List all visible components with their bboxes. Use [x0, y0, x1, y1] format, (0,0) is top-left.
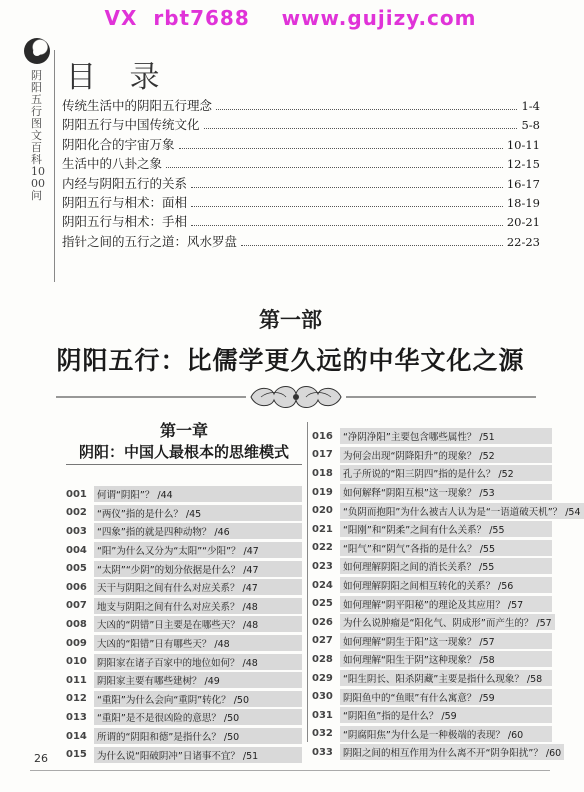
question-text: 如何理解“阳生于阴”这种现象？ /58	[340, 651, 552, 667]
question-item[interactable]	[312, 650, 552, 669]
toc-entry[interactable]	[62, 135, 540, 154]
question-number: 028	[312, 653, 333, 665]
question-number: 026	[312, 616, 333, 628]
question-item[interactable]	[66, 708, 302, 727]
question-item[interactable]	[312, 669, 552, 688]
question-number: 030	[312, 691, 333, 703]
question-list-right	[312, 427, 581, 762]
question-item[interactable]	[66, 671, 302, 690]
cloud-ornament-icon	[56, 382, 536, 412]
question-number: 016	[312, 430, 333, 442]
toc-entry-pages: 10-11	[506, 137, 540, 152]
toc-entry[interactable]	[62, 96, 540, 115]
toc-entry-pages: 12-15	[506, 157, 540, 172]
question-item[interactable]	[312, 687, 552, 706]
question-number: 027	[312, 635, 333, 647]
question-text: 如何理解阴阳之间的消长关系？ /55	[340, 558, 552, 574]
question-text: “阳刚”和“阴柔”之间有什么关系？ /55	[340, 521, 552, 537]
question-number: 013	[66, 711, 87, 723]
question-item[interactable]	[312, 464, 552, 483]
question-text: 大凶的“阳错”日有哪些天？ /48	[94, 635, 302, 651]
question-item[interactable]	[66, 597, 302, 616]
question-text: 天干与阴阳之间有什么对应关系？ /47	[94, 579, 302, 595]
question-item[interactable]	[312, 446, 552, 465]
question-number: 015	[66, 749, 87, 761]
chapter-title: 阴阳：中国人最根本的思维模式	[78, 443, 289, 461]
chapter-rule	[66, 464, 302, 465]
question-item[interactable]	[66, 745, 302, 764]
question-text: “阳生阴长、阳杀阴藏”主要是指什么现象？ /58	[340, 670, 552, 686]
question-number: 008	[66, 618, 87, 630]
question-text: “负阴而抱阳”为什么被古人认为是“一语道破天机”？ /54	[340, 503, 584, 519]
question-text: 何谓“阴阳”？ /44	[94, 486, 302, 502]
question-text: 阴阳之间的相互作用为什么离不开“阴争阳扰”？ /60	[340, 744, 564, 760]
question-number: 020	[312, 505, 333, 517]
question-item[interactable]	[312, 539, 552, 558]
toc-entry-title: 指针之间的五行之道：风水罗盘	[62, 233, 238, 249]
question-number: 029	[312, 672, 333, 684]
question-number: 005	[66, 563, 87, 575]
question-item[interactable]	[312, 706, 552, 725]
question-item[interactable]	[312, 613, 552, 632]
toc-entry-title: 阴阳五行与中国传统文化	[62, 117, 200, 133]
question-item[interactable]	[312, 725, 552, 744]
toc-title: 目 录	[66, 60, 172, 95]
toc-entry[interactable]	[62, 212, 540, 231]
question-number: 010	[66, 656, 87, 668]
question-text: “重阳”是不是很凶险的意思？ /50	[94, 709, 302, 725]
question-item[interactable]	[66, 652, 302, 671]
question-text: “四象”指的就是四种动物？ /46	[94, 523, 302, 539]
toc-leader	[191, 178, 503, 188]
question-number: 012	[66, 693, 87, 705]
question-number: 014	[66, 730, 87, 742]
bottom-rule	[30, 770, 550, 771]
side-book-title: 阴阳五行图文百科1000问	[31, 69, 45, 202]
question-number: 033	[312, 746, 333, 758]
question-item[interactable]	[312, 576, 552, 595]
question-number: 018	[312, 467, 333, 479]
toc-entry[interactable]	[62, 174, 540, 193]
question-text: 孔子所说的“阳三阴四”指的是什么？ /52	[340, 465, 552, 481]
question-item[interactable]	[66, 522, 302, 541]
question-number: 019	[312, 486, 333, 498]
side-divider	[54, 50, 55, 282]
question-item[interactable]	[66, 559, 302, 578]
toc-leader	[241, 236, 503, 246]
question-text: “太阴”“少阴”的划分依据是什么？ /47	[94, 561, 302, 577]
toc-entry-title: 传统生活中的阴阳五行理念	[62, 98, 213, 113]
question-number: 002	[66, 507, 87, 519]
toc-entry-title: 阴阳五行与相术：面相	[62, 194, 188, 210]
question-item[interactable]	[66, 634, 302, 653]
question-item[interactable]	[66, 578, 302, 597]
question-number: 001	[66, 488, 87, 500]
watermark-text: VX rbt7688 www.gujizy.com	[104, 6, 477, 30]
question-number: 022	[312, 542, 333, 554]
side-strip	[24, 38, 50, 202]
part-title: 阴阳五行：比儒学更久远的中华文化之源	[56, 346, 525, 375]
question-text: “阳”为什么又分为“太阳”“少阳”？ /47	[94, 542, 302, 558]
question-item[interactable]	[312, 427, 552, 446]
toc-entry-title: 生活中的八卦之象	[62, 156, 163, 172]
toc-entry-pages: 5-8	[521, 118, 540, 133]
question-text: 阴阳鱼中的“鱼眼”有什么寓意？ /59	[340, 689, 552, 705]
toc-leader	[216, 100, 517, 110]
question-list-left	[66, 485, 302, 764]
question-text: 如何理解“阴平阳秘”的理论及其应用？ /57	[340, 596, 552, 612]
question-item[interactable]	[312, 520, 552, 539]
toc-leader	[191, 216, 503, 226]
question-text: 阴阳家在诸子百家中的地位如何？ /48	[94, 654, 302, 670]
question-item[interactable]	[312, 501, 581, 520]
question-text: 地支与阴阳之间有什么对应关系？ /48	[94, 598, 302, 614]
question-text: 所谓的“阴阳和德”是指什么？ /50	[94, 728, 302, 744]
question-item[interactable]	[66, 727, 302, 746]
question-number: 009	[66, 637, 87, 649]
question-number: 032	[312, 728, 333, 740]
chapter-label: 第一章	[159, 421, 208, 440]
question-item[interactable]	[312, 743, 562, 762]
question-text: “两仪”指的是什么？ /45	[94, 505, 302, 521]
question-number: 021	[312, 523, 333, 535]
question-item[interactable]	[312, 483, 552, 502]
question-number: 003	[66, 525, 87, 537]
question-text: 大凶的“阴错”日主要是在哪些天？ /48	[94, 616, 302, 632]
question-text: “阴阳鱼”指的是什么？ /59	[340, 707, 552, 723]
question-item[interactable]	[66, 541, 302, 560]
toc-leader	[204, 119, 518, 129]
question-text: “阳气”和“阴气”各指的是什么？ /55	[340, 540, 552, 556]
question-number: 004	[66, 544, 87, 556]
question-text: 为什么说肿瘤是“阳化气、阴成形”而产生的？ /57	[340, 614, 555, 630]
toc-entry-title: 内经与阴阳五行的关系	[62, 175, 188, 191]
part-label: 第一部	[259, 307, 322, 332]
question-number: 025	[312, 598, 333, 610]
question-number: 011	[66, 674, 87, 686]
question-text: 如何理解阴阳之间相互转化的关系？ /56	[340, 577, 552, 593]
question-text: 如何解释“阴阳互根”这一现象？ /53	[340, 484, 552, 500]
question-number: 024	[312, 579, 333, 591]
question-item[interactable]	[66, 615, 302, 634]
question-item[interactable]	[66, 690, 302, 709]
toc-entry[interactable]	[62, 232, 540, 251]
toc-leader	[179, 139, 503, 149]
page-number: 26	[34, 752, 48, 765]
question-text: 为何会出现“阴降阳升”的现象？ /52	[340, 447, 552, 463]
question-text: “净阴净阳”主要包含哪些属性？ /51	[340, 428, 552, 444]
question-number: 017	[312, 449, 333, 461]
toc-entry-pages: 20-21	[506, 215, 540, 230]
question-number: 006	[66, 581, 87, 593]
question-text: 如何理解“阴生于阳”这一现象？ /57	[340, 633, 552, 649]
toc-entry-title: 阴阳化合的宇宙万象	[62, 136, 175, 152]
toc-entry-pages: 18-19	[506, 195, 540, 210]
question-item[interactable]	[66, 504, 302, 523]
question-number: 023	[312, 560, 333, 572]
question-number: 031	[312, 709, 333, 721]
question-item[interactable]	[312, 557, 552, 576]
question-text: “阴腐阳焦”为什么是一种极端的表现？ /60	[340, 726, 552, 742]
question-number: 007	[66, 600, 87, 612]
question-item[interactable]	[312, 594, 552, 613]
toc-entry-pages: 1-4	[521, 99, 540, 113]
toc-entry-pages: 16-17	[506, 176, 540, 191]
question-text: 为什么说“阳破阴冲”日诸事不宜？ /51	[94, 747, 302, 763]
toc-leader	[166, 158, 503, 168]
yin-yang-logo-icon	[24, 38, 50, 64]
toc-list	[62, 96, 540, 251]
toc-entry[interactable]	[62, 193, 540, 212]
toc-entry[interactable]	[62, 115, 540, 134]
question-text: 阴阳家主要有哪些建树？ /49	[94, 672, 302, 688]
question-item[interactable]	[312, 632, 552, 651]
toc-entry-title: 阴阳五行与相术：手相	[62, 214, 188, 230]
toc-leader	[191, 197, 503, 207]
question-item[interactable]	[66, 485, 302, 504]
column-divider	[307, 422, 308, 742]
toc-entry-pages: 22-23	[506, 234, 540, 249]
question-text: “重阳”为什么会向“重阴”转化？ /50	[94, 691, 302, 707]
toc-entry[interactable]	[62, 154, 540, 173]
